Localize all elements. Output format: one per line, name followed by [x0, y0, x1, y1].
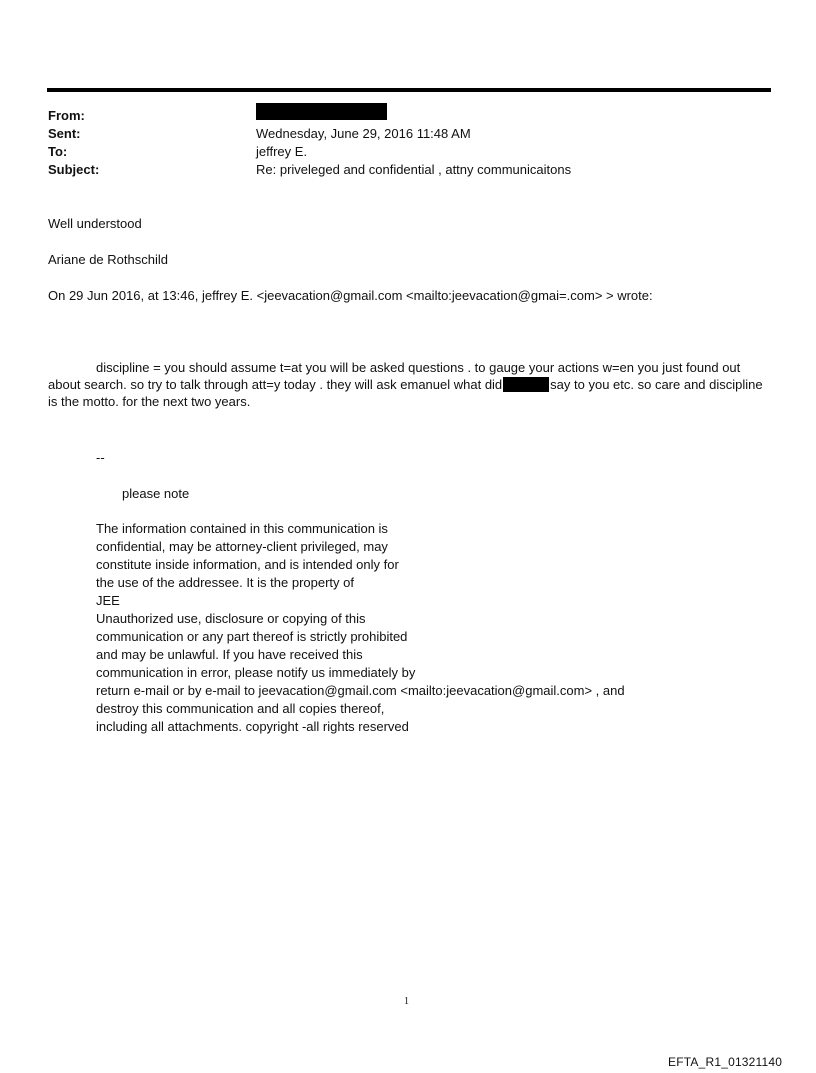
inline-redaction: [503, 377, 549, 392]
disclaimer-line: and may be unlawful. If you have received this: [96, 647, 363, 662]
quoted-part-2: say to you etc. so care and discipline is the motto. for the next two years.: [48, 377, 763, 409]
quoted-message: [48, 359, 764, 410]
disclaimer-line: destroy this communication and all copies thereof,: [96, 701, 385, 716]
disclaimer-line: communication in error, please notify us immediately by: [96, 665, 416, 680]
please-note: please note: [122, 486, 190, 501]
document-id: EFTA_R1_01321140: [668, 1055, 783, 1069]
to-label: To:: [48, 144, 68, 159]
subject-value: Re: priveleged and confidential , attny communicaitons: [256, 162, 572, 177]
disclaimer-line: communication or any part thereof is strictly prohibited: [96, 629, 408, 644]
quoted-part-1: discipline = you should assume t=at you will be asked questions . to gauge your actions w=en you just found out about search. so try to talk through att=y today . they will ask emanuel what did: [48, 360, 741, 392]
disclaimer-line: constitute inside information, and is intended only for: [96, 557, 399, 572]
from-redaction: [256, 103, 387, 120]
reply-signature: Ariane de Rothschild: [48, 252, 168, 267]
disclaimer-line: the use of the addressee. It is the property of: [96, 575, 354, 590]
reply-text: Well understood: [48, 216, 142, 231]
page-number: 1: [404, 996, 409, 1007]
sent-label: Sent:: [48, 126, 81, 141]
header-rule: [47, 88, 771, 92]
signature-dashes: --: [96, 450, 105, 465]
disclaimer-line: including all attachments. copyright -all rights reserved: [96, 719, 409, 734]
sent-value: Wednesday, June 29, 2016 11:48 AM: [256, 126, 471, 141]
disclaimer-line: The information contained in this communication is: [96, 521, 388, 536]
quote-intro: On 29 Jun 2016, at 13:46, jeffrey E. <jeevacation@gmail.com <mailto:jeevacation@gmai=.com> > wrote:: [48, 288, 653, 303]
disclaimer-line: Unauthorized use, disclosure or copying of this: [96, 611, 366, 626]
from-label: From:: [48, 108, 85, 123]
disclaimer-line: JEE: [96, 593, 120, 608]
subject-label: Subject:: [48, 162, 100, 177]
disclaimer-line: return e-mail or by e-mail to jeevacation@gmail.com <mailto:jeevacation@gmail.com> , and: [96, 683, 625, 698]
to-value: jeffrey E.: [256, 144, 308, 159]
disclaimer-line: confidential, may be attorney-client privileged, may: [96, 539, 388, 554]
